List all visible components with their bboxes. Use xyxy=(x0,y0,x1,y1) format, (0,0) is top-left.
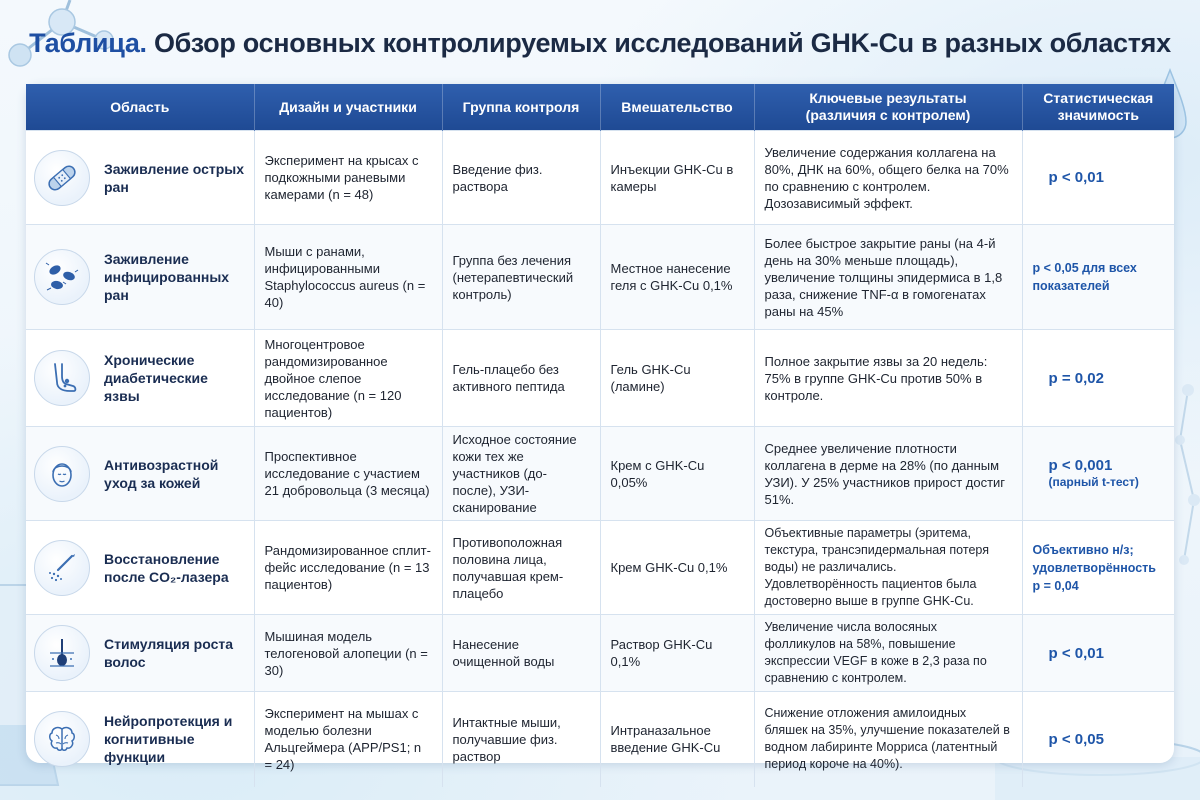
hair-follicle-icon xyxy=(34,625,90,681)
area-label: Заживление острых ран xyxy=(104,160,245,195)
area-label: Хронические диабетические язвы xyxy=(104,352,208,404)
table-row xyxy=(26,427,1174,521)
studies-table-card xyxy=(26,84,1174,773)
intervention-cell: Крем с GHK-Cu 0,05% xyxy=(600,427,754,521)
table-row xyxy=(26,521,1174,615)
area-label: Нейропротекция и когнитивные функции xyxy=(104,713,233,766)
header-intervention: Вмешательство xyxy=(600,84,754,131)
title-accent: Таблица. xyxy=(29,28,147,58)
bandage-icon xyxy=(34,150,90,206)
foot-icon xyxy=(34,350,90,406)
intervention-cell: Интраназальное введение GHK-Cu xyxy=(600,692,754,787)
area-label: Заживление инфицированных ран xyxy=(104,251,230,303)
design-cell: Мышиная модель телогеновой алопеции (n = 30) xyxy=(254,615,442,692)
table-row xyxy=(26,131,1174,225)
title-main: Обзор основных контролируемых исследований GHK-Cu в разных областях xyxy=(153,28,1171,58)
significance-value: p < 0,05 xyxy=(1048,730,1104,748)
bacteria-icon xyxy=(34,249,90,305)
control-cell: Нанесение очищенной воды xyxy=(442,615,600,692)
results-cell: Объективные параметры (эритема, текстура, трансэпидермальная потеря воды) не различались. Удовлетворённость пациентов была достоверно выше в группе GHK-Cu. xyxy=(754,521,1022,615)
intervention-cell: Местное нанесение геля с GHK-Cu 0,1% xyxy=(600,225,754,330)
area-label: Стимуляция роста волос xyxy=(104,636,234,670)
area-label: Восстановление после CO₂-лазера xyxy=(104,550,229,585)
design-cell: Многоцентровое рандомизированное двойное слепое исследование (n = 120 пациентов) xyxy=(254,330,442,427)
brain-icon xyxy=(34,711,90,767)
laser-icon xyxy=(34,540,90,596)
intervention-cell: Гель GHK-Cu (ламине) xyxy=(600,330,754,427)
intervention-cell: Инъекции GHK-Cu в камеры xyxy=(600,131,754,225)
header-significance: Статистическая значимость xyxy=(1022,84,1174,131)
design-cell: Мыши с ранами, инфицированными Staphylococcus aureus (n = 40) xyxy=(254,225,442,330)
results-cell: Снижение отложения амилоидных бляшек на 35%, улучшение показателей в водном лабиринте Морриса (латентный период короче на 40%). xyxy=(754,692,1022,787)
design-cell: Эксперимент на мышах с моделью болезни Альцгеймера (APP/PS1; n = 24) xyxy=(254,692,442,787)
control-cell: Интактные мыши, получавшие физ. раствор xyxy=(442,692,600,787)
intervention-cell: Раствор GHK-Cu 0,1% xyxy=(600,615,754,692)
significance-value: Объективно н/з; удовлетворённость p = 0,04 xyxy=(1032,542,1156,593)
results-cell: Увеличение числа волосяных фолликулов на 58%, повышение экспрессии VEGF в коже в 2,3 раза по сравнению с контролем. xyxy=(754,615,1022,692)
control-cell: Исходное состояние кожи тех же участников (до-после), УЗИ-сканирование xyxy=(442,427,600,521)
header-results: Ключевые результаты (различия с контролем) xyxy=(754,84,1022,131)
page-title xyxy=(0,28,1200,59)
molecule-decoration-right xyxy=(1176,380,1200,580)
header-control: Группа контроля xyxy=(442,84,600,131)
studies-table xyxy=(26,84,1174,787)
intervention-cell: Крем GHK-Cu 0,1% xyxy=(600,521,754,615)
results-cell: Полное закрытие язвы за 20 недель: 75% в группе GHK-Cu против 50% в контроле. xyxy=(754,330,1022,427)
results-cell: Более быстрое закрытие раны (на 4-й день на 30% меньше площадь), увеличение толщины эпидермиса в 1,8 раза, снижение TNF-α в гомогенатах раны на 45% xyxy=(754,225,1022,330)
results-cell: Увеличение содержания коллагена на 80%, ДНК на 60%, общего белка на 70% по сравнению с контролем. Дозозависимый эффект. xyxy=(754,131,1022,225)
significance-value: p < 0,05 для всех показателей xyxy=(1032,261,1137,293)
significance-note: (парный t-тест) xyxy=(1048,474,1139,489)
design-cell: Эксперимент на крысах с подкожными раневыми камерами (n = 48) xyxy=(254,131,442,225)
significance-value: p = 0,02 xyxy=(1048,369,1104,387)
design-cell: Проспективное исследование с участием 21 добровольца (3 месяца) xyxy=(254,427,442,521)
header-area: Область xyxy=(26,84,254,131)
control-cell: Противоположная половина лица, получавшая крем-плацебо xyxy=(442,521,600,615)
results-cell: Среднее увеличение плотности коллагена в дерме на 28% (по данным УЗИ). У 25% участников прирост достиг 51%. xyxy=(754,427,1022,521)
significance-value: p < 0,01 xyxy=(1048,169,1104,186)
header-design: Дизайн и участники xyxy=(254,84,442,131)
table-header-row xyxy=(26,84,1174,131)
table-row xyxy=(26,692,1174,787)
control-cell: Группа без лечения (нетерапевтический контроль) xyxy=(442,225,600,330)
area-label: Антивозрастной уход за кожей xyxy=(104,456,219,491)
control-cell: Гель-плацебо без активного пептида xyxy=(442,330,600,427)
table-row xyxy=(26,225,1174,330)
table-row xyxy=(26,615,1174,692)
control-cell: Введение физ. раствора xyxy=(442,131,600,225)
significance-value: p < 0,001 xyxy=(1048,456,1113,474)
design-cell: Рандомизированное сплит-фейс исследование (n = 13 пациентов) xyxy=(254,521,442,615)
face-icon xyxy=(34,446,90,502)
table-row xyxy=(26,330,1174,427)
significance-value: p < 0,01 xyxy=(1048,644,1104,662)
